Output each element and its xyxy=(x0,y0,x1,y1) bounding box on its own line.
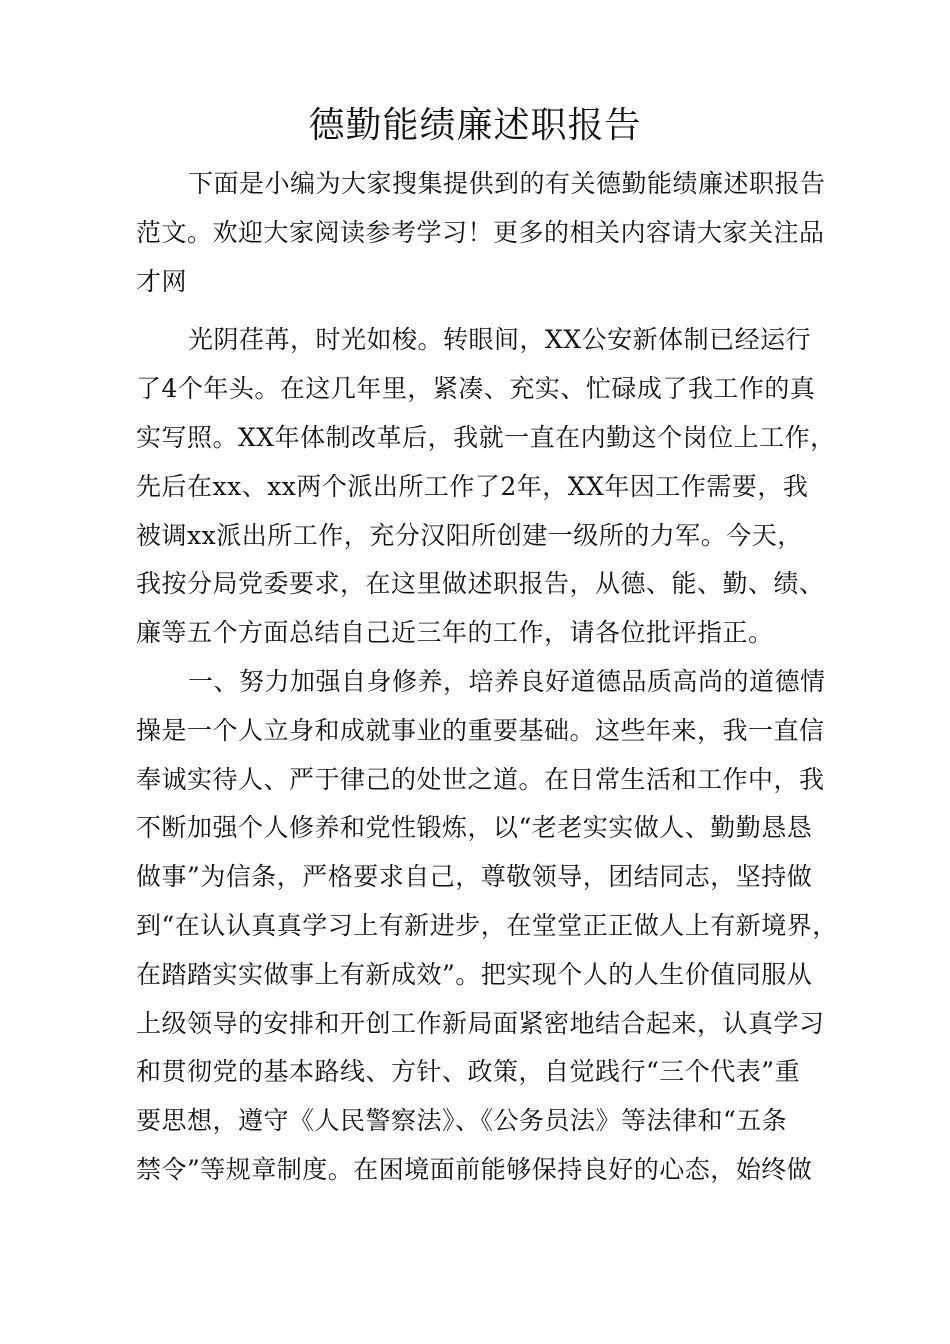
text-line: 廉等五个方面总结自己近三年的工作，请各位批评指正。 xyxy=(136,618,774,648)
text-line: 实写照。XX年体制改革后，我就一直在内勤这个岗位上工作， xyxy=(136,422,836,452)
text-line: 操是一个人立身和成就事业的重要基础。这些年来，我一直信 xyxy=(136,715,825,745)
document-body xyxy=(136,160,836,1195)
paragraph-intro xyxy=(136,160,836,306)
text-line: 先后在xx、xx两个派出所工作了2年，XX年因工作需要，我 xyxy=(136,471,809,501)
text-line: 上级领导的安排和开创工作新局面紧密地结合起来，认真学习 xyxy=(136,1008,825,1038)
text-line: 要思想，遵守《人民警察法》、《公务员法》等法律和“五条 xyxy=(136,1106,788,1136)
text-line: 我按分局党委要求，在这里做述职报告，从德、能、勤、绩、 xyxy=(136,569,825,599)
text-line: 下面是小编为大家搜集提供到的有关德勤能绩廉述职报告 xyxy=(188,169,826,198)
text-line: 在踏踏实实做事上有新成效”。把实现个人的人生价值同服从 xyxy=(136,959,813,989)
text-line: 到“在认认真真学习上有新进步，在堂堂正正做人上有新境界， xyxy=(136,910,838,940)
text-line: 做事”为信条，严格要求自己，尊敬领导，团结同志，坚持做 xyxy=(136,862,813,892)
document-title: 德勤能绩廉述职报告 xyxy=(308,105,642,146)
text-line: 奉诚实待人、严于律己的处世之道。在日常生活和工作中，我 xyxy=(136,764,825,794)
paragraph-section-one xyxy=(136,658,836,1195)
text-line: 禁令”等规章制度。在困境面前能够保持良好的心态，始终做 xyxy=(136,1154,813,1184)
text-line: 了4个年头。在这几年里，紧凑、充实、忙碌成了我工作的真 xyxy=(136,374,816,404)
paragraph-opening xyxy=(136,316,836,658)
text-line: 和贯彻党的基本路线、方针、政策，自觉践行“三个代表”重 xyxy=(136,1057,801,1087)
text-line: 才网 xyxy=(136,266,188,296)
text-line: 被调xx派出所工作，充分汉阳所创建一级所的力军。今天， xyxy=(136,520,803,550)
text-line: 一、努力加强自身修养，培养良好道德品质高尚的道德情 xyxy=(188,666,826,696)
paragraph-gap xyxy=(136,306,836,316)
text-line: 范文。欢迎大家阅读参考学习！更多的相关内容请大家关注品 xyxy=(136,217,825,247)
text-line: 光阴荏苒，时光如梭。转眼间，XX公安新体制已经运行 xyxy=(188,325,812,355)
text-line: 不断加强个人修养和党性锻炼，以“老老实实做人、勤勤恳恳 xyxy=(136,813,813,843)
